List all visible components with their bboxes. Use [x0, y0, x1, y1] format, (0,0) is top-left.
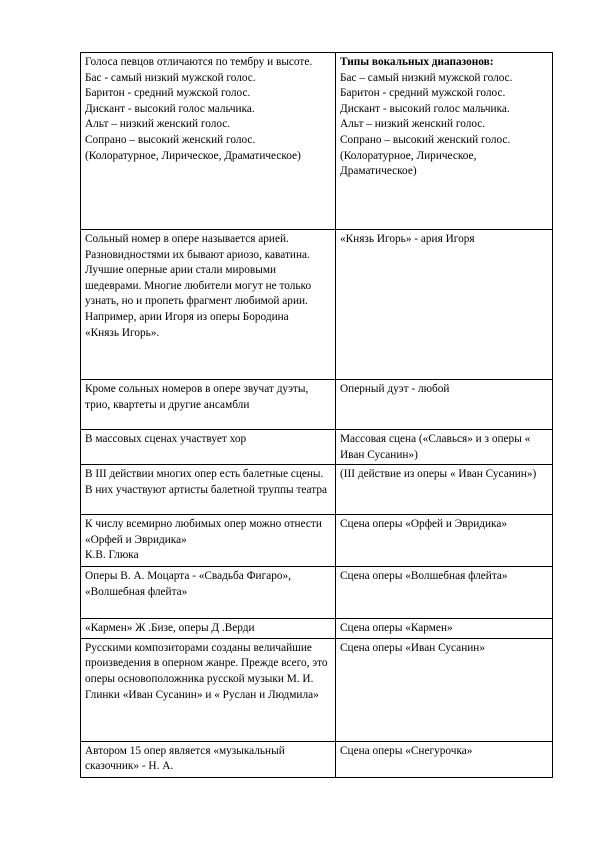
- cell-heading: Типы вокальных диапазонов:: [340, 56, 494, 68]
- table-cell-right: [336, 53, 553, 230]
- table-row: [81, 567, 553, 619]
- table-cell-left: Кроме сольных номеров в опере звучат дуэты, трио, квартеты и другие ансамбли: [81, 380, 336, 430]
- table-row: [81, 430, 553, 465]
- table-row: [81, 230, 553, 380]
- table-cell-left: В III действии многих опер есть балетные сцены. В них участвуют артисты балетной труппы театра: [81, 465, 336, 515]
- table-cell-left: «Кармен» Ж .Бизе, оперы Д .Верди: [81, 619, 336, 639]
- table-cell-right: Сцена оперы «Волшебная флейта»: [336, 567, 553, 619]
- table-cell-left: Голоса певцов отличаются по тембру и высоте. Бас - самый низкий мужской голос. Баритон - средний мужской голос. Дискант - высокий голос мальчика. Альт – низкий женский голос. Сопрано – высокий женский голос. (Колоратурное, Лирическое, Драматическое): [81, 53, 336, 230]
- table-cell-left: Сольный номер в опере называется арией. Разновидностями их бывают ариозо, каватина. Лучшие оперные арии стали мировыми шедеврами. Многие любители могут не только узнать, но и пропеть фрагмент любимой арии. Например, арии Игоря из оперы Бородина «Князь Игорь».: [81, 230, 336, 380]
- cell-text: Бас – самый низкий мужской голос. Баритон - средний мужской голос. Дискант - высокий голос мальчика. Альт – низкий женский голос. Сопрано – высокий женский голос. (Колоратурное, Лирическое, Драматическое): [340, 71, 513, 178]
- table-cell-left: Автором 15 опер является «музыкальный сказочник» - Н. А.: [81, 741, 336, 777]
- table-cell-right: (III действие из оперы « Иван Сусанин»): [336, 465, 553, 515]
- table-cell-right: «Князь Игорь» - ария Игоря: [336, 230, 553, 380]
- table-cell-right: Сцена оперы «Орфей и Эвридика»: [336, 515, 553, 567]
- table-cell-left: Русскими композиторами созданы величайшие произведения в оперном жанре. Прежде всего, это оперы основоположника русской музыки М. И. Глинки «Иван Сусанин» и « Руслан и Людмила»: [81, 638, 336, 741]
- table-row: [81, 619, 553, 639]
- table-row: [81, 638, 553, 741]
- table-cell-right: Оперный дуэт - любой: [336, 380, 553, 430]
- table-row: [81, 380, 553, 430]
- table-cell-left: В массовых сценах участвует хор: [81, 430, 336, 465]
- table-cell-right: Массовая сцена («Славься» и з оперы « Иван Сусанин»): [336, 430, 553, 465]
- table-cell-left: К числу всемирно любимых опер можно отнести «Орфей и Эвридика» К.В. Глюка: [81, 515, 336, 567]
- table-row: [81, 741, 553, 777]
- table-cell-left: Оперы В. А. Моцарта - «Свадьба Фигаро», «Волшебная флейта»: [81, 567, 336, 619]
- table-row: [81, 515, 553, 567]
- opera-table: [80, 52, 553, 778]
- table-row: [81, 53, 553, 230]
- table-cell-right: Сцена оперы «Снегурочка»: [336, 741, 553, 777]
- table-cell-right: Сцена оперы «Кармен»: [336, 619, 553, 639]
- table-row: [81, 465, 553, 515]
- table-cell-right: Сцена оперы «Иван Сусанин»: [336, 638, 553, 741]
